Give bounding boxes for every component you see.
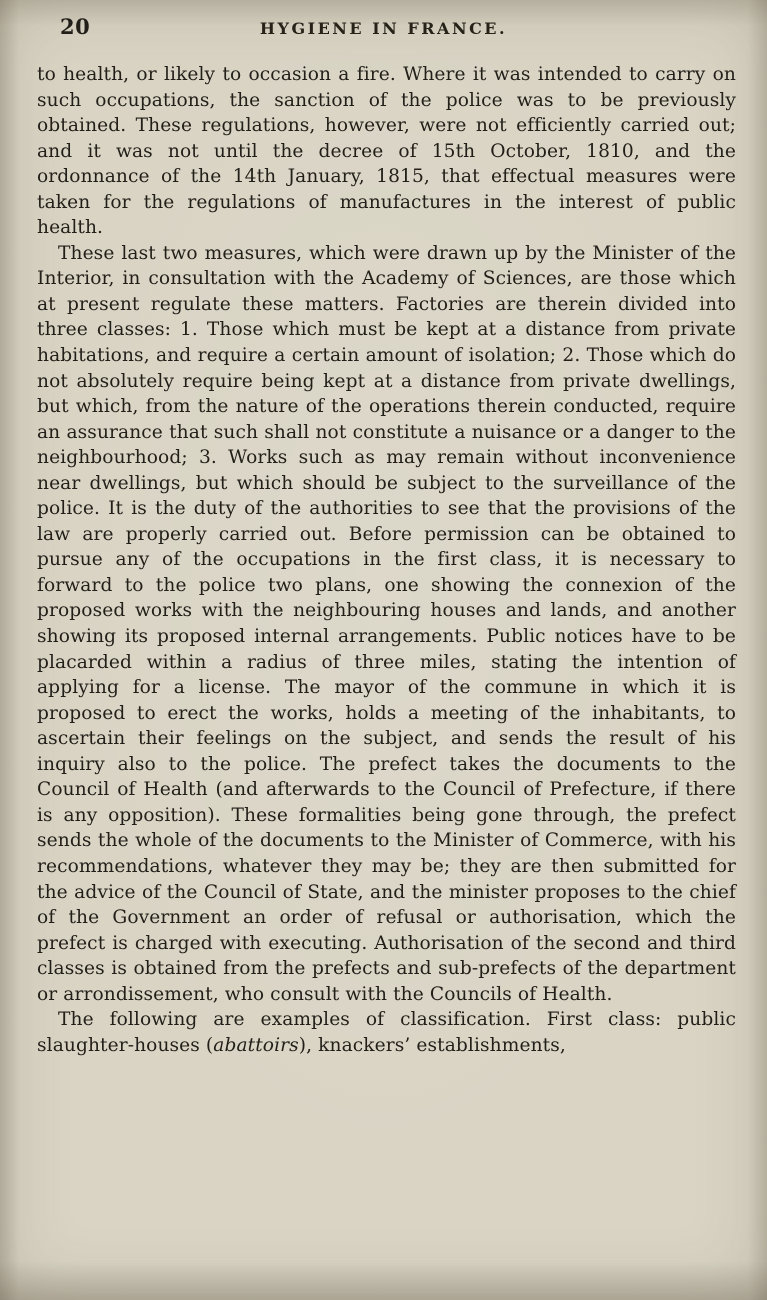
paragraph-classification xyxy=(37,1007,736,1058)
paragraph-measures: These last two measures, which were drawn up by the Minister of the Interior, in consultation with the Academy of Sciences, are those which at present regulate these matters. Factories are therein divided into three classes: 1. Those which must be kept at a distance from private habitations, and require a certain amount of isolation; 2. Those which do not absolutely require being kept at a distance from private dwellings, but which, from the nature of the operations therein conducted, require an assurance that such shall not constitute a nuisance or a danger to the neighbourhood; 3. Works such as may remain without inconvenience near dwellings, but which should be subject to the surveillance of the police. It is the duty of the authorities to see that the provisions of the law are properly carried out. Before permission can be obtained to pursue any of the occupations in the first class, it is necessary to forward to the police two plans, one showing the connexion of the proposed works with the neighbouring houses and lands, and another showing its proposed internal arrangements. Public notices have to be placarded within a radius of three miles, stating the intention of applying for a license. The mayor of the commune in which it is proposed to erect the works, holds a meeting of the inhabitants, to ascertain their feelings on the subject, and sends the result of his inquiry also to the police. The prefect takes the documents to the Council of Health (and afterwards to the Council of Prefecture, if there is any opposition). These formalities being gone through, the prefect sends the whole of the documents to the Minister of Commerce, with his recommendations, whatever they may be; they are then submitted for the advice of the Council of State, and the minister proposes to the chief of the Government an order of refusal or authorisation, which the prefect is charged with executing. Authorisation of the second and third classes is obtained from the prefects and sub-prefects of the department or arrondissement, who consult with the Councils of Health. xyxy=(37,242,736,1005)
classification-text-after: ), knackers’ establishments, xyxy=(298,1034,566,1056)
running-title: HYGIENE IN FRANCE. xyxy=(259,19,508,38)
page-header xyxy=(0,14,767,44)
classification-text-before: The following are examples of classification. First class: public slaughter-houses ( xyxy=(37,1009,736,1056)
page-body xyxy=(0,44,767,1058)
paragraph-continuation: to health, or likely to occasion a fire. Where it was intended to carry on such occupations, the sanction of the police was to be previously obtained. These regulations, however, were not efficiently carried out; and it was not until the decree of 15th October, 1810, and the ordonnance of the 14th January, 1815, that effectual measures were taken for the regulations of manufactures in the interest of public health. xyxy=(37,64,736,239)
abattoirs-italic-term: abattoirs xyxy=(213,1034,299,1056)
page-number: 20 xyxy=(60,14,91,39)
